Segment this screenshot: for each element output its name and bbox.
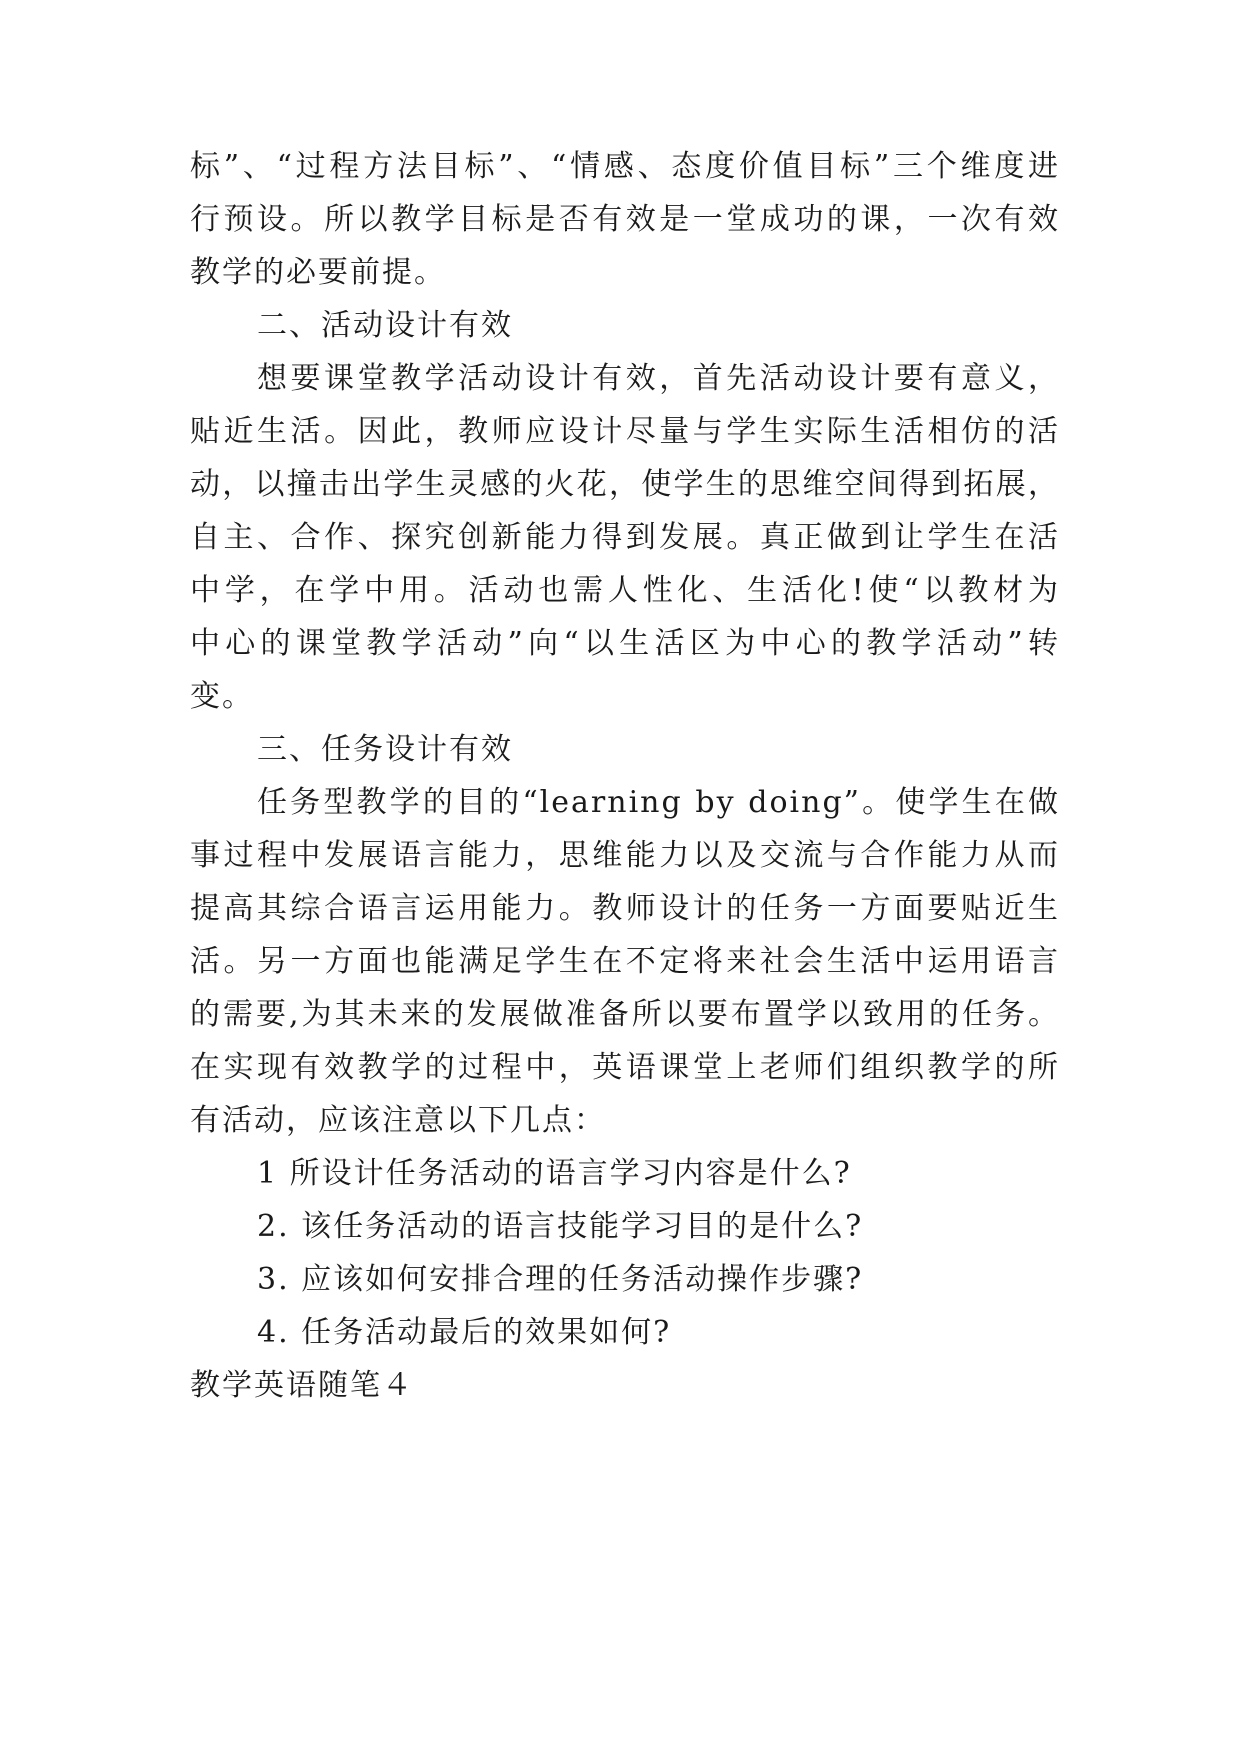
paragraph-line: 中心的课堂教学活动”向“以生活区为中心的教学活动”转	[190, 626, 1060, 661]
paragraph-line: 贴近生活。因此，教师应设计尽量与学生实际生活相仿的活	[190, 414, 1060, 449]
paragraph-line: 变。	[190, 679, 254, 714]
paragraph-line: 有活动，应该注意以下几点：	[190, 1103, 606, 1138]
list-item: 2. 该任务活动的语言技能学习目的是什么?	[257, 1209, 864, 1244]
list-item: 1 所设计任务活动的语言学习内容是什么?	[257, 1156, 852, 1191]
section-title: 教学英语随笔４	[190, 1368, 414, 1403]
paragraph-line: 事过程中发展语言能力，思维能力以及交流与合作能力从而	[190, 838, 1060, 873]
paragraph-line: 自主、合作、探究创新能力得到发展。真正做到让学生在活	[190, 520, 1060, 555]
section-heading: 二、活动设计有效	[257, 308, 513, 343]
list-item: 4. 任务活动最后的效果如何?	[257, 1315, 672, 1350]
paragraph-line: 提高其综合语言运用能力。教师设计的任务一方面要贴近生	[190, 891, 1060, 926]
paragraph-line: 行预设。所以教学目标是否有效是一堂成功的课，一次有效	[190, 202, 1060, 237]
paragraph-line: 动，以撞击出学生灵感的火花，使学生的思维空间得到拓展，	[190, 467, 1060, 502]
section-heading: 三、任务设计有效	[257, 732, 513, 767]
paragraph-line: 的需要,为其未来的发展做准备所以要布置学以致用的任务。	[190, 997, 1060, 1032]
paragraph-line: 标”、“过程方法目标”、“情感、态度价值目标”三个维度进	[190, 149, 1060, 184]
paragraph-line: 中学，在学中用。活动也需人性化、生活化!使“以教材为	[190, 573, 1060, 608]
paragraph-line: 活。另一方面也能满足学生在不定将来社会生活中运用语言	[190, 944, 1060, 979]
paragraph-line: 任务型教学的目的“learning by doing”。使学生在做	[257, 785, 1060, 820]
paragraph-line: 教学的必要前提。	[190, 255, 446, 290]
paragraph-line: 在实现有效教学的过程中，英语课堂上老师们组织教学的所	[190, 1050, 1060, 1085]
list-item: 3. 应该如何安排合理的任务活动操作步骤?	[257, 1262, 864, 1297]
paragraph-line: 想要课堂教学活动设计有效，首先活动设计要有意义，	[257, 361, 1060, 396]
